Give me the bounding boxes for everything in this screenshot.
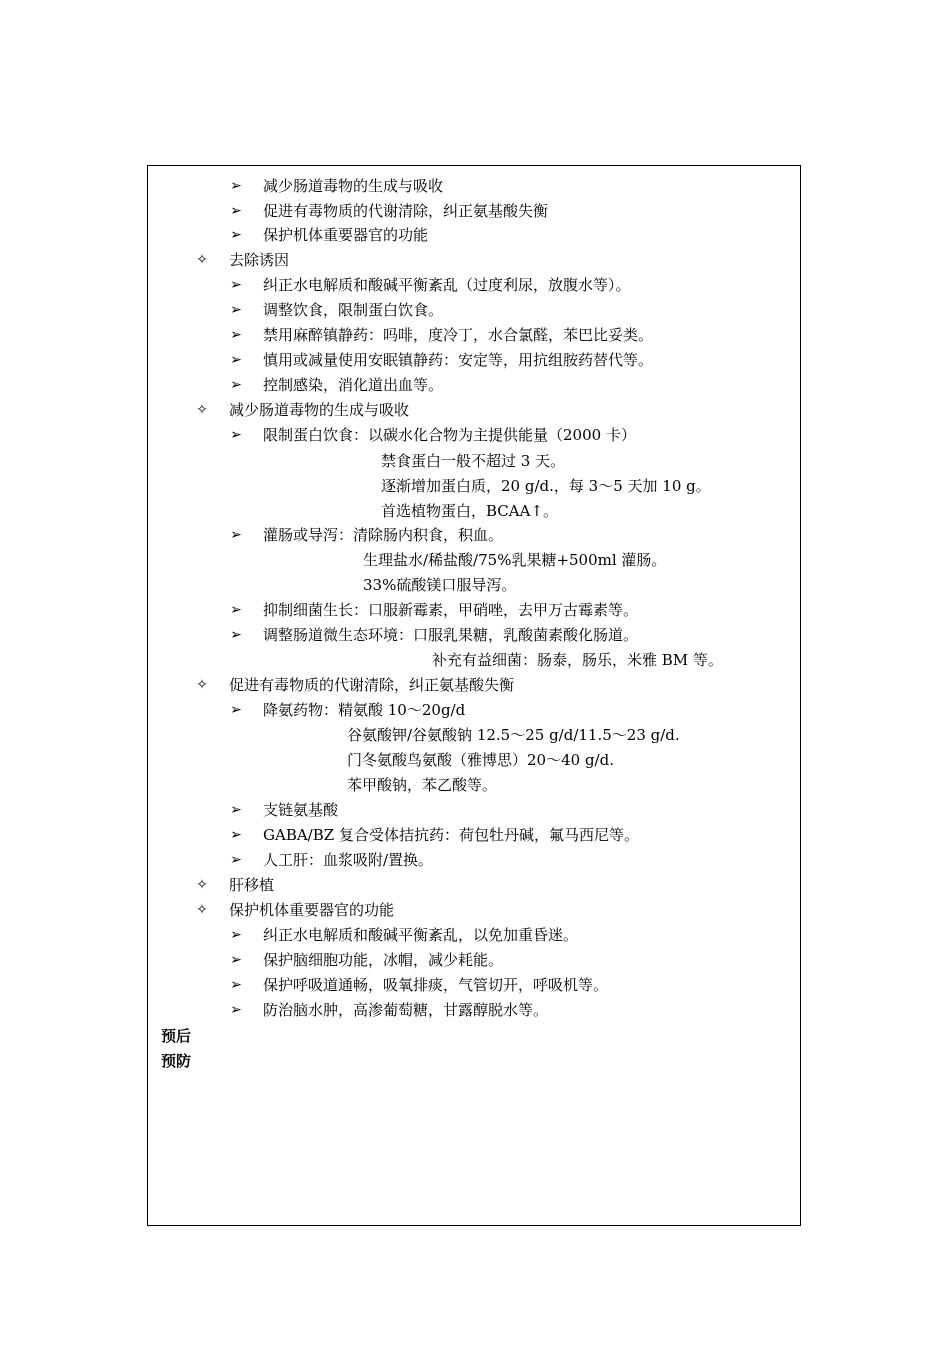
prevention-heading: 预防 (161, 1052, 192, 1070)
arrow-bullet-icon: ➢ (230, 302, 242, 318)
list-continuation: 谷氨酸钾/谷氨酸钠 12.5～25 g/d/11.5～23 g/d. (347, 726, 680, 744)
arrow-bullet-icon: ➢ (230, 178, 242, 194)
list-item: 调整肠道微生态环境：口服乳果糖，乳酸菌素酸化肠道。 (263, 626, 639, 644)
section-heading: 去除诱因 (229, 251, 290, 269)
list-item: 保护脑细胞功能，冰帽，减少耗能。 (263, 951, 504, 969)
list-continuation: 禁食蛋白一般不超过 3 天。 (381, 452, 566, 470)
arrow-bullet-icon: ➢ (230, 802, 242, 818)
list-continuation: 补充有益细菌：肠泰，肠乐，米雅 BM 等。 (432, 651, 723, 669)
list-continuation: 生理盐水/稀盐酸/75%乳果糖+500ml 灌肠。 (363, 551, 667, 569)
list-item: 控制感染，消化道出血等。 (263, 376, 444, 394)
content-frame (147, 165, 801, 1226)
list-item: 抑制细菌生长：口服新霉素，甲硝唑，去甲万古霉素等。 (263, 601, 639, 619)
arrow-bullet-icon: ➢ (230, 203, 242, 219)
list-item: 纠正水电解质和酸碱平衡紊乱，以免加重昏迷。 (263, 926, 579, 944)
section-heading: 促进有毒物质的代谢清除，纠正氨基酸失衡 (229, 676, 515, 694)
arrow-bullet-icon: ➢ (230, 827, 242, 843)
diamond-bullet-icon: ✧ (196, 402, 208, 418)
list-item: 人工肝：血浆吸附/置换。 (263, 851, 434, 869)
diamond-bullet-icon: ✧ (196, 677, 208, 693)
section-heading: 肝移植 (229, 876, 275, 894)
list-item: 灌肠或导泻：清除肠内积食，积血。 (263, 526, 504, 544)
list-item: 调整饮食，限制蛋白饮食。 (263, 301, 444, 319)
arrow-bullet-icon: ➢ (230, 952, 242, 968)
list-item: 促进有毒物质的代谢清除，纠正氨基酸失衡 (263, 202, 549, 220)
arrow-bullet-icon: ➢ (230, 527, 242, 543)
list-continuation: 首选植物蛋白，BCAA↑。 (381, 502, 559, 520)
arrow-bullet-icon: ➢ (230, 427, 242, 443)
list-continuation: 逐渐增加蛋白质，20 g/d.，每 3～5 天加 10 g。 (381, 477, 711, 495)
list-continuation: 门冬氨酸鸟氨酸（雅博思）20～40 g/d. (347, 751, 614, 769)
arrow-bullet-icon: ➢ (230, 852, 242, 868)
list-item: 防治脑水肿，高渗葡萄糖，甘露醇脱水等。 (263, 1001, 549, 1019)
arrow-bullet-icon: ➢ (230, 1002, 242, 1018)
arrow-bullet-icon: ➢ (230, 227, 242, 243)
section-heading: 减少肠道毒物的生成与吸收 (229, 401, 410, 419)
prognosis-heading: 预后 (161, 1027, 192, 1045)
list-item: 慎用或减量使用安眠镇静药：安定等，用抗组胺药替代等。 (263, 351, 654, 369)
arrow-bullet-icon: ➢ (230, 977, 242, 993)
arrow-bullet-icon: ➢ (230, 327, 242, 343)
list-item: 降氨药物：精氨酸 10～20g/d (263, 701, 466, 719)
arrow-bullet-icon: ➢ (230, 627, 242, 643)
list-item: 纠正水电解质和酸碱平衡紊乱（过度利尿，放腹水等）。 (263, 276, 631, 294)
list-continuation: 33%硫酸镁口服导泻。 (363, 576, 517, 594)
list-continuation: 苯甲酸钠，苯乙酸等。 (347, 776, 498, 794)
list-item: GABA/BZ 复合受体拮抗药：荷包牡丹碱，氟马西尼等。 (263, 826, 639, 844)
diamond-bullet-icon: ✧ (196, 902, 208, 918)
arrow-bullet-icon: ➢ (230, 377, 242, 393)
list-item: 禁用麻醉镇静药：吗啡，度冷丁，水合氯醛，苯巴比妥类。 (263, 326, 654, 344)
list-item: 减少肠道毒物的生成与吸收 (263, 177, 444, 195)
arrow-bullet-icon: ➢ (230, 277, 242, 293)
arrow-bullet-icon: ➢ (230, 352, 242, 368)
list-item: 保护机体重要器官的功能 (263, 226, 429, 244)
arrow-bullet-icon: ➢ (230, 602, 242, 618)
arrow-bullet-icon: ➢ (230, 927, 242, 943)
arrow-bullet-icon: ➢ (230, 702, 242, 718)
diamond-bullet-icon: ✧ (196, 877, 208, 893)
section-heading: 保护机体重要器官的功能 (229, 901, 395, 919)
diamond-bullet-icon: ✧ (196, 252, 208, 268)
list-item: 限制蛋白饮食：以碳水化合物为主提供能量（2000 卡） (263, 426, 636, 444)
list-item: 支链氨基酸 (263, 801, 339, 819)
list-item: 保护呼吸道通畅，吸氧排痰，气管切开，呼吸机等。 (263, 976, 609, 994)
